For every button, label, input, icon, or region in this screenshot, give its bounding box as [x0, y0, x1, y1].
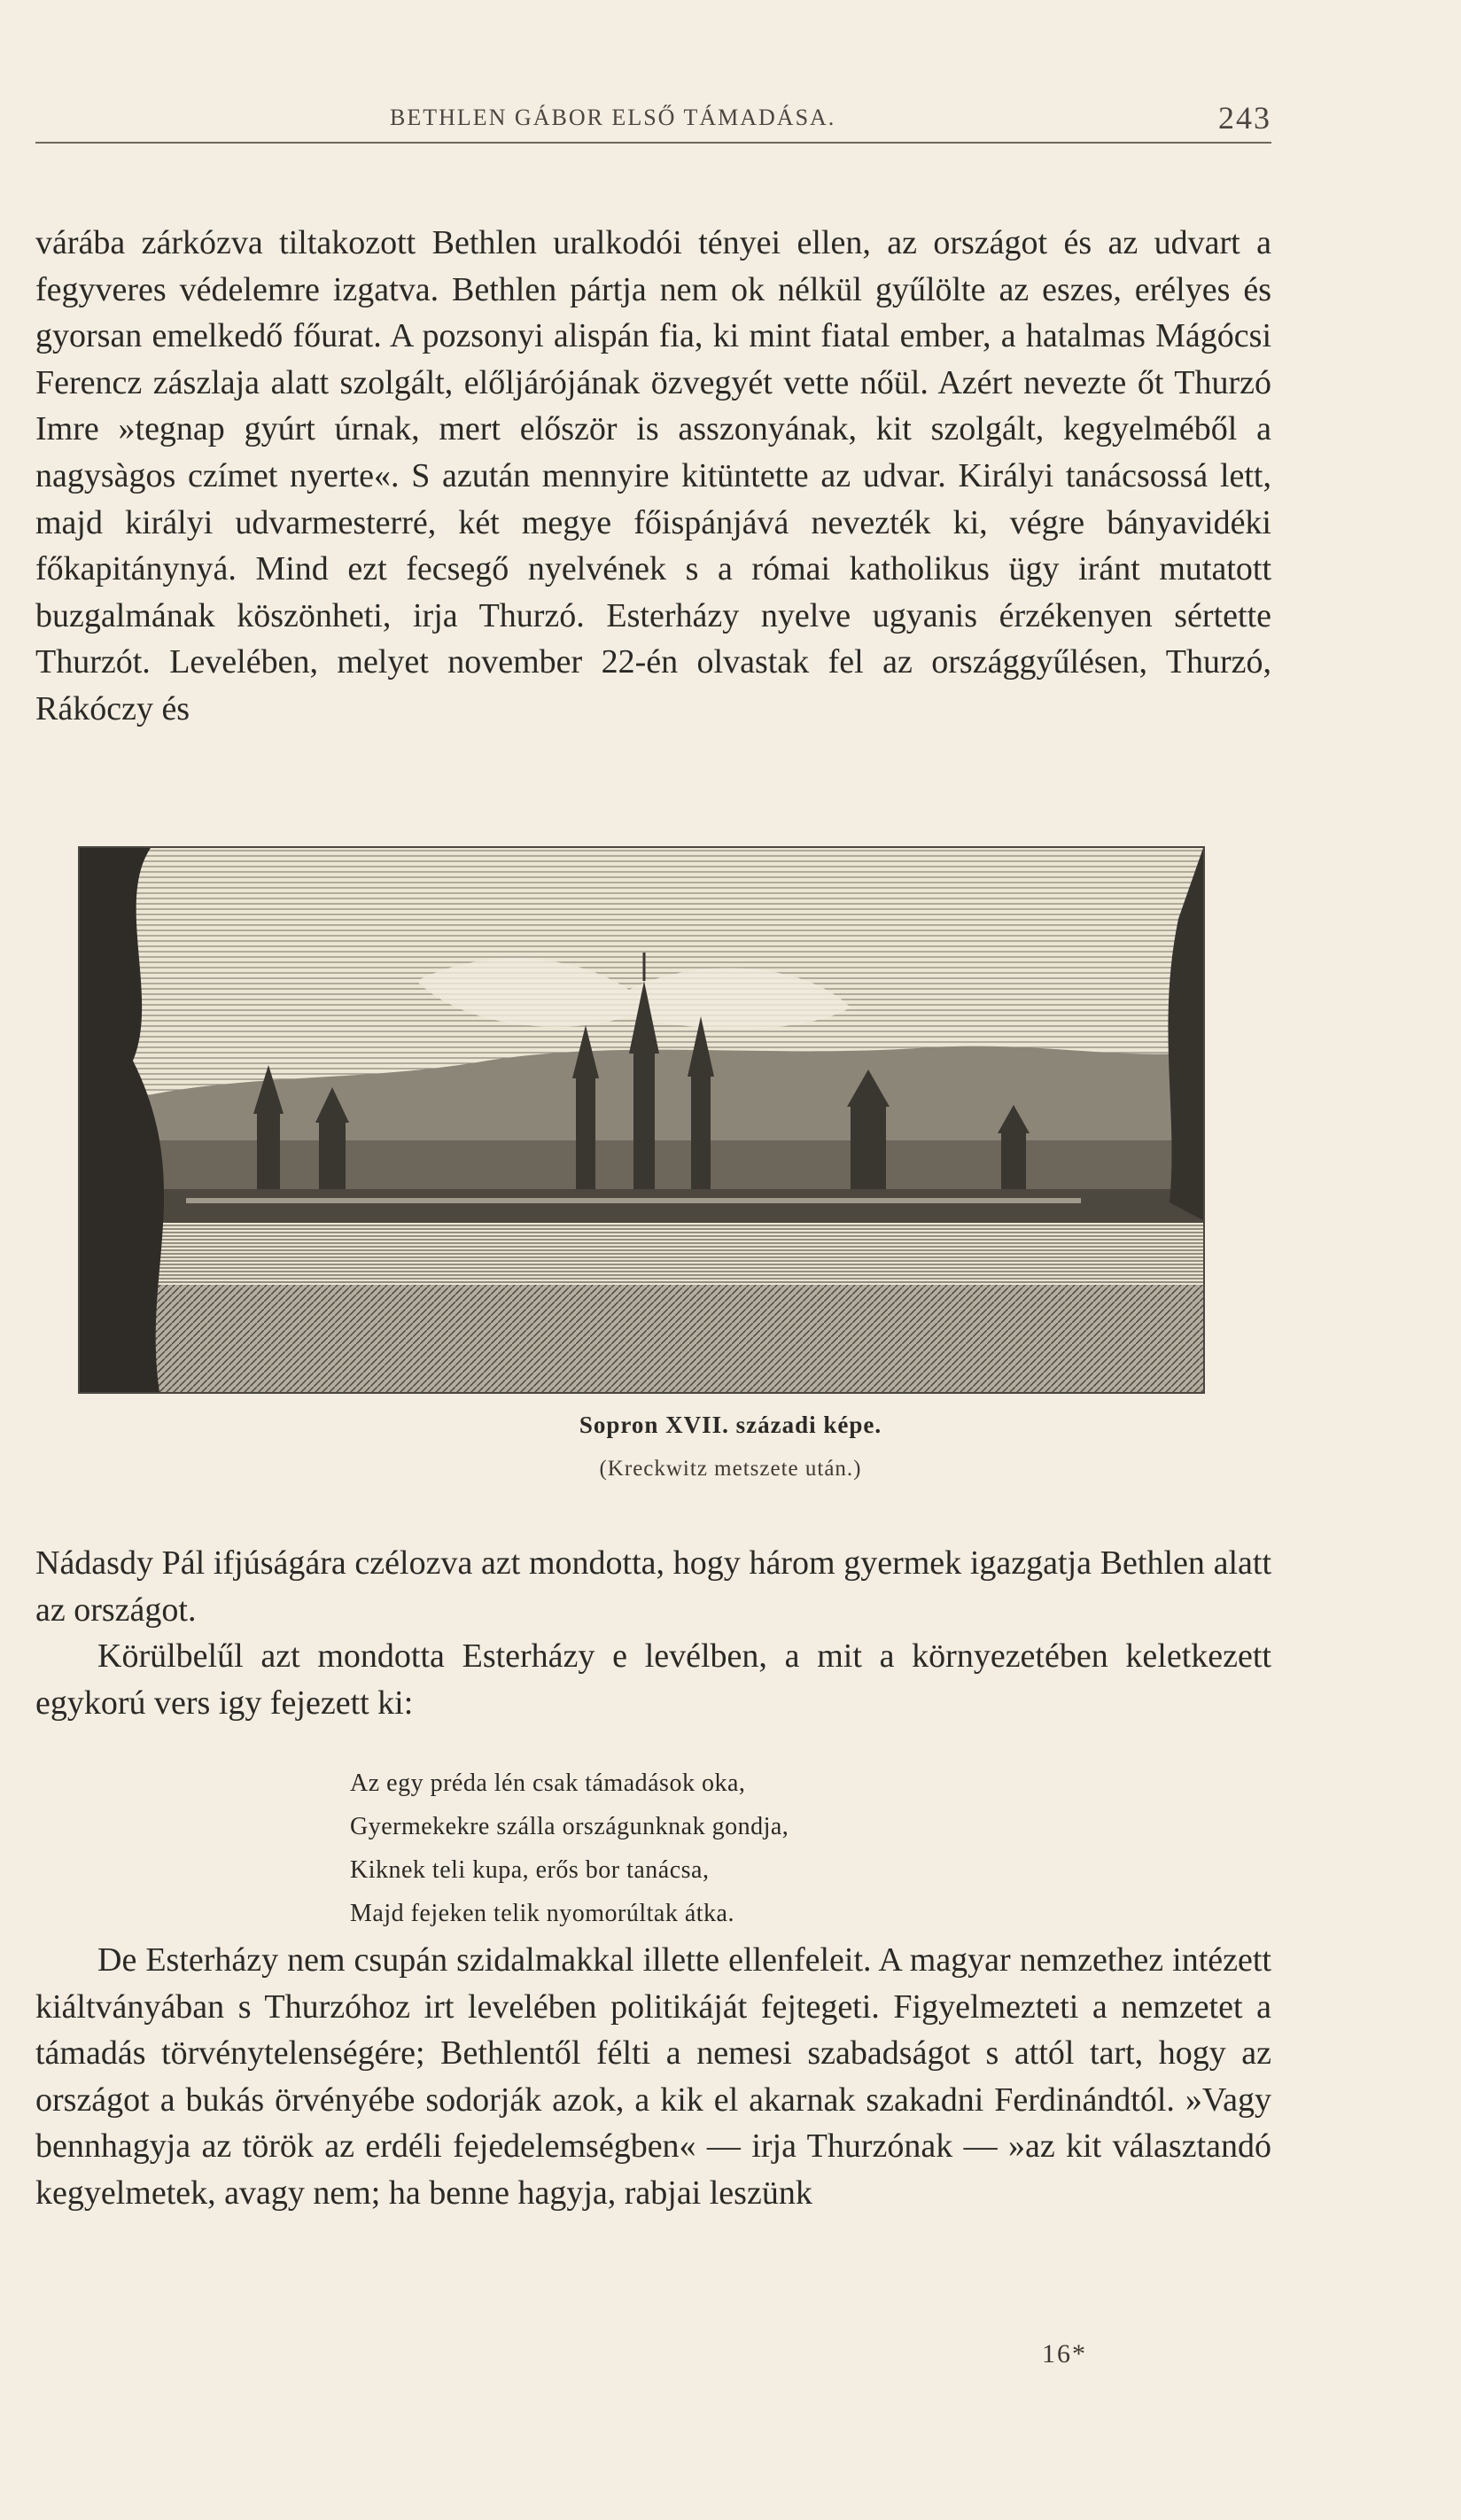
page-header	[35, 99, 1271, 144]
paragraph-3	[35, 1937, 1271, 2217]
paragraph-2b-text: Körülbelűl azt mondotta Esterházy e levélben, a mit a környezetében keletkezett egykorú vers igy fejezett ki:	[35, 1637, 1271, 1722]
engraving-illustration	[80, 848, 1203, 1392]
paragraph-1	[35, 220, 1271, 733]
poem-line: Az egy préda lén csak támadások oka,	[350, 1769, 746, 1797]
figure-caption-title: Sopron XVII. századi képe.	[579, 1412, 882, 1438]
paragraph-1-text: várába zárkózva tiltakozott Bethlen uralkodói tényei ellen, az országot és az udvart a fegyveres védelemre izgatva. Bethlen pártja nem ok nélkül gyűlölte az eszes, erélyes és gyorsan emelkedő főurat. A pozsonyi alispán fia, ki mint fiatal ember, a hatalmas Mágócsi Ferencz zászlaja alatt szolgált, előljárójának özvegyét vette nőül. Azért nevezte őt Thurzó Imre »tegnap gyúrt úrnak, mert először is asszonyának, kit szolgált, kegyelméből a nagysàgos czímet nyerte«. S azután mennyire kitüntette az udvar. Királyi tanácsossá lett, majd királyi udvarmesterré, két megye főispánjává nevezték ki, végre bányavidéki főkapitánynyá. Mind ezt fecsegő nyelvének s a római katholikus ügy iránt mutatott buzgalmának köszönheti, irja Thurzó. Esterházy nyelve ugyanis érzékenyen sértette Thurzót. Levelében, melyet november 22-én olvastak fel az országgyűlésen, Thurzó, Rákóczy és	[35, 224, 1271, 727]
engraving-sopron	[78, 846, 1205, 1394]
poem-line: Kiknek teli kupa, erős bor tanácsa,	[350, 1856, 710, 1884]
header-rule	[35, 142, 1271, 144]
poem-quote	[350, 1762, 789, 1935]
signature-mark: 16*	[1042, 2339, 1087, 2368]
paragraph-3-text: De Esterházy nem csupán szidalmakkal illette ellenfeleit. A magyar nemzethez intézett kiáltványában s Thurzóhoz irt levelében politikáját fejtegeti. Figyelmezteti a nemzetet a támadás törvénytelenségére; Bethlentől félti a nemesi szabadságot s attól tart, hogy az országot a bukás örvényébe sodorják azok, a kik el akarnak szakadni Ferdinándtól. »Vagy bennhagyja az török az erdéli fejedelemségben« — irja Thurzónak — »az kit választandó kegyelmetek, avagy nem; ha benne hagyja, rabjai leszünk	[35, 1941, 1271, 2212]
paragraph-2a-text: Nádasdy Pál ifjúságára czélozva azt mondotta, hogy három gyermek igazgatja Bethlen alatt az országot.	[35, 1544, 1271, 1629]
poem-line: Majd fejeken telik nyomorúltak átka.	[350, 1900, 734, 1927]
page-number: 243	[1218, 100, 1271, 136]
paragraph-2	[35, 1540, 1271, 1726]
poem-line: Gyermekekre szálla országunknak gondja,	[350, 1813, 789, 1840]
figure-caption-credit: (Kreckwitz metszete után.)	[599, 1457, 862, 1481]
running-head: BETHLEN GÁBOR ELSŐ TÁMADÁSA.	[390, 105, 836, 130]
